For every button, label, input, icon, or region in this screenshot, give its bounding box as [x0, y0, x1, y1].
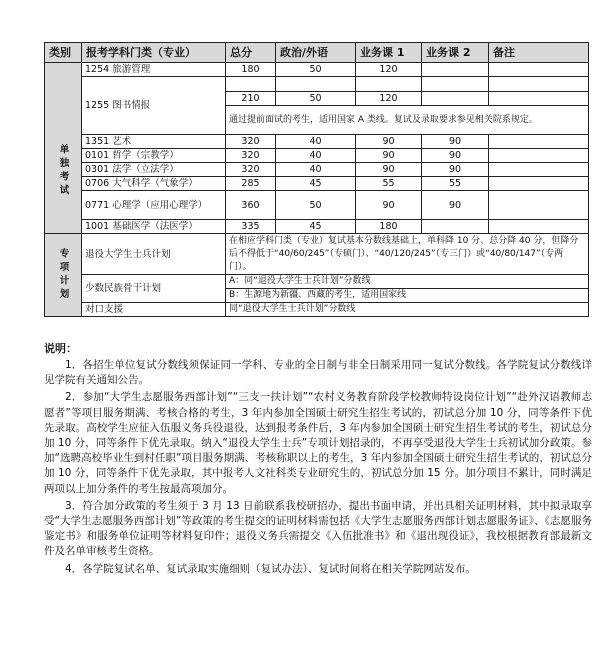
notes-title: 说明： [44, 342, 77, 355]
note-paragraph-4: 4．各学院复试名单、复试录取实施细则（复试办法）、复试时间将在相关学院网站发布。 [65, 562, 476, 575]
major-name: 0101 哲学（宗教学） [82, 149, 226, 163]
table-row [45, 77, 589, 92]
course2-score: 90 [422, 191, 489, 220]
table-row [45, 63, 589, 77]
course1-score: 120 [356, 92, 422, 106]
major-name: 0301 法学（立法学） [82, 163, 226, 177]
course2-score [422, 220, 489, 234]
notes-body [44, 358, 592, 579]
table-row [45, 234, 589, 275]
total-score: 180 [226, 63, 276, 77]
special-plan-note: 同“退役大学生士兵计划”分数线 [226, 303, 589, 317]
table-header-row [45, 43, 589, 63]
politics-score: 40 [276, 163, 356, 177]
politics-score: 45 [276, 177, 356, 191]
table-row [45, 177, 589, 191]
header-course1: 业务课 1 [356, 43, 422, 63]
note-paragraph-3: 3．符合加分政策的考生须于 3 月 13 日前联系我校研招办，提出书面申请，并出具相关证明材料，其中拟录取享受“大学生志愿服务西部计划”等政策的考生提交的证明材料需包括《大学生志愿服务西部计划志愿服务证》、《志愿服务鉴定书》和服务单位证明等材料复印件；退役义务兵需提交《入伍批准书》和《退出现役证》，我校根据教育部最新文件及名单审核考生资格。 [44, 499, 592, 558]
special-plan-name: 少数民族骨干计划 [82, 275, 226, 303]
category-special-plan [45, 234, 82, 317]
course1-score: 90 [356, 149, 422, 163]
remarks-cell [489, 92, 589, 106]
table-row [45, 163, 589, 177]
course1-score: 55 [356, 177, 422, 191]
politics-score: 50 [276, 92, 356, 106]
header-major: 报考学科门类（专业） [82, 43, 226, 63]
course2-score [422, 63, 489, 77]
politics-score: 40 [276, 135, 356, 149]
remarks-cell [489, 135, 589, 149]
course1-score [356, 77, 422, 92]
major-name: 0771 心理学（应用心理学） [82, 191, 226, 220]
total-score: 360 [226, 191, 276, 220]
course2-score: 90 [422, 163, 489, 177]
header-total: 总分 [226, 43, 276, 63]
header-remarks: 备注 [489, 43, 589, 63]
special-plan-name: 对口支援 [82, 303, 226, 317]
remarks-cell [489, 177, 589, 191]
table-row [45, 191, 589, 220]
remarks-cell [489, 163, 589, 177]
total-score [226, 77, 276, 92]
remarks-cell [489, 63, 589, 77]
special-plan-note: 在相应学科门类（专业）复试基本分数线基础上，单科降 10 分、总分降 40 分，但降分后不得低于“40/60/245”（专硕门）、“40/120/245”（专三门）或“40/80/147”（专两门）。 [226, 234, 589, 275]
category-single-label: 单独考试 [57, 144, 69, 198]
course2-score [422, 77, 489, 92]
total-score: 210 [226, 92, 276, 106]
total-score: 335 [226, 220, 276, 234]
politics-score: 50 [276, 63, 356, 77]
score-table-container [44, 42, 588, 317]
politics-score: 40 [276, 149, 356, 163]
total-score: 320 [226, 135, 276, 149]
special-plan-name: 退役大学生士兵计划 [82, 234, 226, 275]
politics-score [276, 77, 356, 92]
total-score: 285 [226, 177, 276, 191]
major-name: 1001 基础医学（法医学） [82, 220, 226, 234]
politics-score: 50 [276, 191, 356, 220]
course1-score: 180 [356, 220, 422, 234]
course2-score: 55 [422, 177, 489, 191]
politics-score: 45 [276, 220, 356, 234]
note-paragraph-1: 1．各招生单位复试分数线须保证同一学科、专业的全日制与非全日制采用同一复试分数线。各学院复试分数线详见学院有关通知公告。 [44, 359, 592, 387]
table-row [45, 275, 589, 289]
note-paragraph-2: 2．参加“大学生志愿服务西部计划”“三支一扶计划”“农村义务教育阶段学校教师特设岗位计划”“赴外汉语教师志愿者”等项目服务期满、考核合格的考生，3 年内参加全国硕士研究生招生考试的，初试总分加 10 分，同等条件下优先录取。高校学生应征入伍服义务兵役退役，达到报考条件后，3 年内参加全国硕士研究生招生考试的考生，初试总分加 10 分，同等条件下优先录取。纳入“退役大学生士兵”专项计划招录的，不再享受退役大学生士兵初试加分政策。参加“选聘高校毕业生到村任职”项目服务期满、考核称职以上的考生，3 年内参加全国硕士研究生招生考试的，初试总分加 10 分，同等条件下优先录取，其中报考人文社科类专业研究生的，初试总分加 15 分。加分项目不累计，同时满足两项以上加分条件的考生按最高项加分。 [44, 391, 592, 495]
course2-score: 90 [422, 135, 489, 149]
course1-score: 90 [356, 163, 422, 177]
special-plan-note-a: A：同“退役大学生士兵计划”分数线 [226, 275, 589, 289]
major-name: 1351 艺术 [82, 135, 226, 149]
header-course2: 业务课 2 [422, 43, 489, 63]
course2-score: 90 [422, 149, 489, 163]
score-table [44, 42, 589, 317]
remarks-cell [489, 149, 589, 163]
table-row [45, 135, 589, 149]
header-category: 类别 [45, 43, 82, 63]
special-plan-note-b: B：生源地为新疆、西藏的考生，适用国家线 [226, 289, 589, 303]
category-special-label: 专项计划 [57, 248, 69, 302]
course1-score: 90 [356, 191, 422, 220]
course1-score: 120 [356, 63, 422, 77]
table-row [45, 220, 589, 234]
remarks-cell [489, 77, 589, 92]
course2-score [422, 92, 489, 106]
major-name: 1254 旅游管理 [82, 63, 226, 77]
remarks-cell: 通过提前面试的考生，适用国家 A 类线。复试及录取要求参见相关院系规定。 [226, 106, 589, 135]
course1-score: 90 [356, 135, 422, 149]
remarks-cell [489, 191, 589, 220]
major-name: 1255 图书情报 [82, 77, 226, 135]
total-score: 320 [226, 163, 276, 177]
header-politics-language: 政治/外语 [276, 43, 356, 63]
table-row [45, 303, 589, 317]
category-single-exam [45, 63, 82, 234]
remarks-cell [489, 220, 589, 234]
major-name: 0706 大气科学（气象学） [82, 177, 226, 191]
total-score: 320 [226, 149, 276, 163]
table-row [45, 149, 589, 163]
